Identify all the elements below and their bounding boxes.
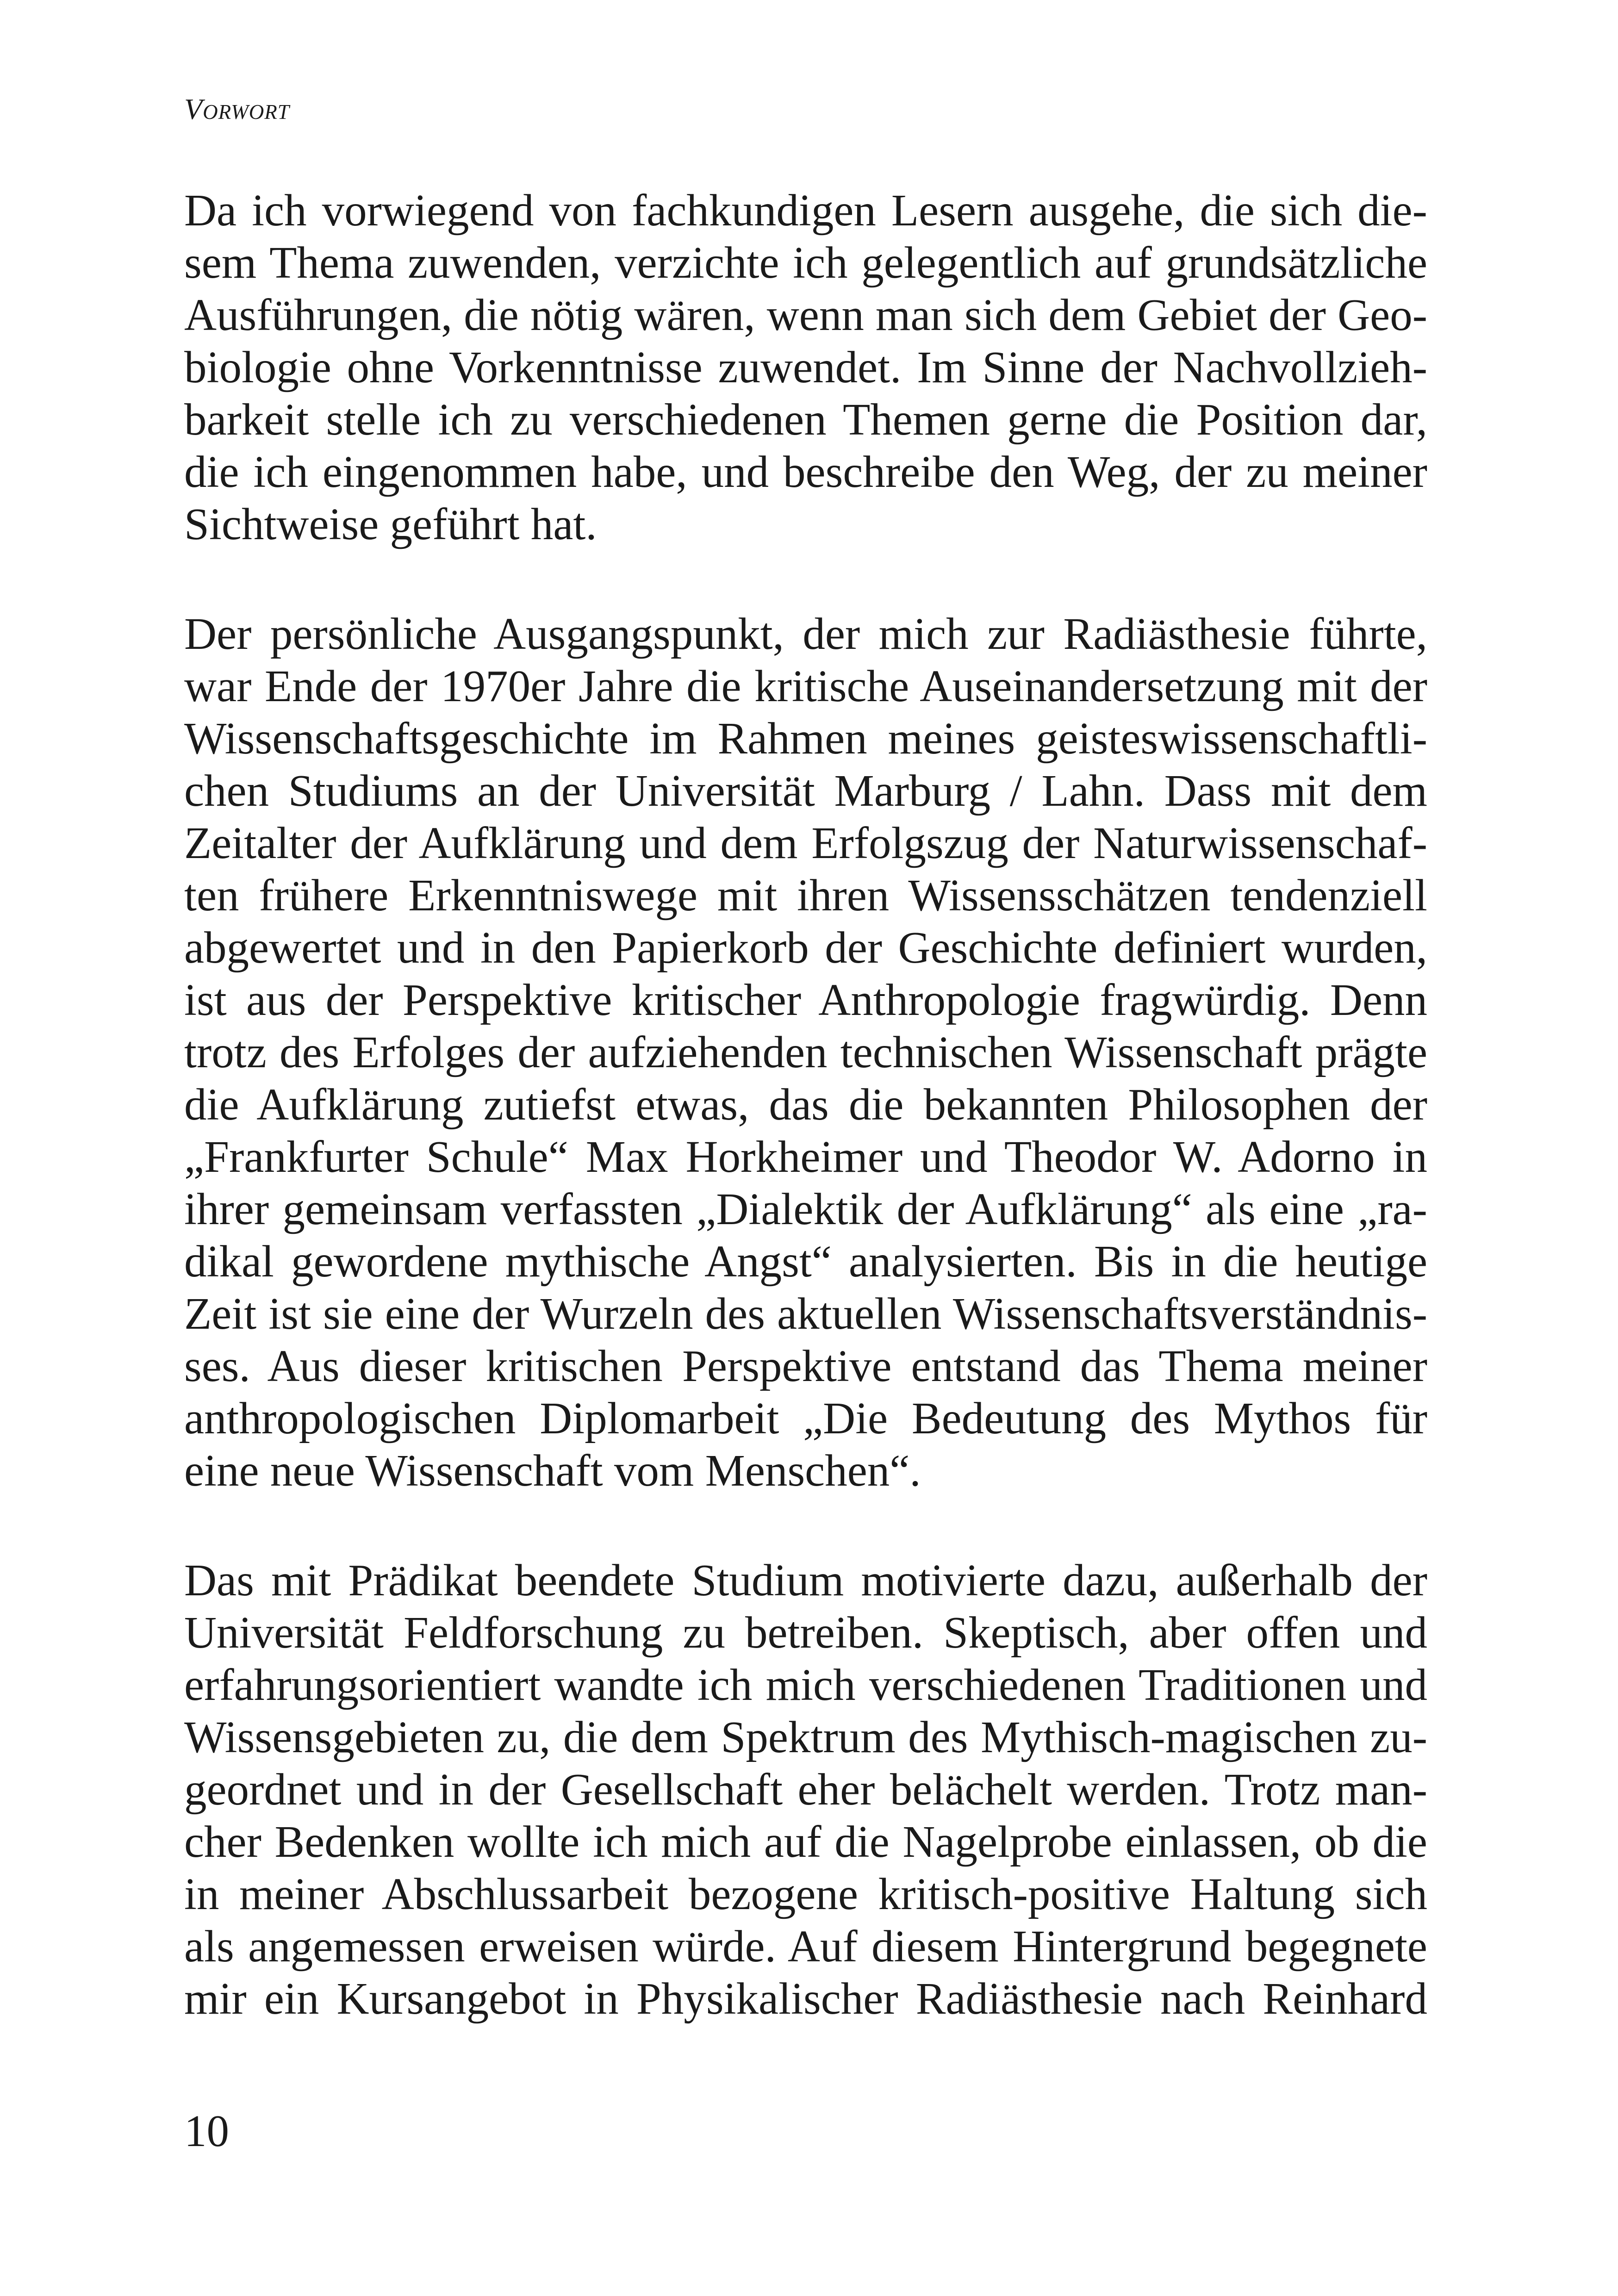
text-line: erfahrungsorientiert wandte ich mich verschiedenen Traditionen und <box>184 1660 1427 1710</box>
text-line: als angemessen erweisen würde. Auf diesem Hintergrund begegnete <box>184 1922 1427 1971</box>
text-line: die ich eingenommen habe, und beschreibe den Weg, der zu meiner <box>184 447 1427 497</box>
text-line: mir ein Kursangebot in Physikalischer Radiästhesie nach Reinhard <box>184 1974 1427 2023</box>
text-line: ihrer gemeinsam verfassten „Dialektik der Aufklärung“ als eine „ra- <box>184 1184 1427 1234</box>
text-line: anthropologischen Diplomarbeit „Die Bedeutung des Mythos für <box>184 1394 1427 1443</box>
body-text <box>184 184 1427 2025</box>
text-line: chen Studiums an der Universität Marburg / Lahn. Dass mit dem <box>184 766 1427 815</box>
text-line: Wissensgebieten zu, die dem Spektrum des Mythisch-magischen zu- <box>184 1712 1427 1762</box>
text-line: eine neue Wissenschaft vom Menschen“. <box>184 1446 921 1495</box>
text-line: Der persönliche Ausgangspunkt, der mich zur Radiästhesie führte, <box>184 609 1427 659</box>
text-line: sem Thema zuwenden, verzichte ich gelegentlich auf grundsätzliche <box>184 238 1427 287</box>
text-line: Zeit ist sie eine der Wurzeln des aktuellen Wissenschaftsverständnis- <box>184 1289 1427 1338</box>
text-line: ten frühere Erkenntniswege mit ihren Wissensschätzen tendenziell <box>184 871 1427 920</box>
text-line: abgewertet und in den Papierkorb der Geschichte definiert wurden, <box>184 923 1427 972</box>
text-line: die Aufklärung zutiefst etwas, das die bekannten Philosophen der <box>184 1080 1427 1129</box>
running-head: Vorwort <box>184 93 290 125</box>
text-line: ses. Aus dieser kritischen Perspektive entstand das Thema meiner <box>184 1341 1427 1391</box>
text-line: in meiner Abschlussarbeit bezogene kritisch-positive Haltung sich <box>184 1869 1427 1919</box>
text-line: barkeit stelle ich zu verschiedenen Themen gerne die Position dar, <box>184 395 1427 444</box>
text-line: cher Bedenken wollte ich mich auf die Nagelprobe einlassen, ob die <box>184 1817 1427 1867</box>
text-line: biologie ohne Vorkenntnisse zuwendet. Im Sinne der Nachvollzieh- <box>184 342 1427 392</box>
text-line: „Frankfurter Schule“ Max Horkheimer und Theodor W. Adorno in <box>184 1132 1427 1182</box>
paragraph <box>184 184 1427 550</box>
text-line: Wissenschaftsgeschichte im Rahmen meines geisteswissenschaftli- <box>184 714 1427 763</box>
text-line: Sichtweise geführt hat. <box>184 499 597 549</box>
text-line: dikal gewordene mythische Angst“ analysierten. Bis in die heutige <box>184 1237 1427 1286</box>
page-number: 10 <box>184 2106 229 2156</box>
text-line: Da ich vorwiegend von fachkundigen Lesern ausgehe, die sich die- <box>184 186 1427 235</box>
text-line: Ausführungen, die nötig wären, wenn man sich dem Gebiet der Geo- <box>184 290 1427 340</box>
text-line: trotz des Erfolges der aufziehenden technischen Wissenschaft prägte <box>184 1027 1427 1077</box>
text-line: Universität Feldforschung zu betreiben. Skeptisch, aber offen und <box>184 1608 1427 1657</box>
text-line: war Ende der 1970er Jahre die kritische Auseinandersetzung mit der <box>184 661 1427 711</box>
text-line: geordnet und in der Gesellschaft eher belächelt werden. Trotz man- <box>184 1765 1427 1814</box>
paragraph <box>184 1554 1427 2025</box>
text-line: ist aus der Perspektive kritischer Anthropologie fragwürdig. Denn <box>184 975 1427 1025</box>
paragraph <box>184 608 1427 1497</box>
text-line: Zeitalter der Aufklärung und dem Erfolgszug der Naturwissenschaf- <box>184 818 1427 868</box>
text-line: Das mit Prädikat beendete Studium motivierte dazu, außerhalb der <box>184 1556 1427 1605</box>
